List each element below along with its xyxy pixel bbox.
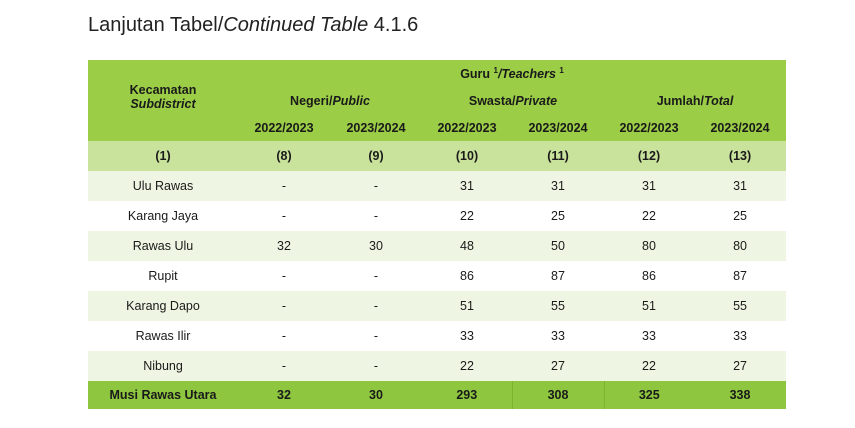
header-kecamatan: [88, 60, 238, 114]
subdistrict-name: Nibung: [88, 351, 238, 381]
table-cell: -: [330, 291, 422, 321]
table-cell: -: [238, 291, 330, 321]
table-cell: 50: [512, 231, 604, 261]
table-cell: 22: [422, 351, 512, 381]
table-row: [88, 171, 786, 201]
table-cell: 33: [694, 321, 786, 351]
table-cell: 33: [422, 321, 512, 351]
table-row: [88, 201, 786, 231]
table-cell: 33: [512, 321, 604, 351]
header-swasta: Swasta/Private: [422, 87, 604, 114]
table-row: [88, 351, 786, 381]
table-cell: -: [238, 201, 330, 231]
guru-sup-1: 1: [493, 65, 498, 75]
table-title: [88, 14, 418, 37]
table-row: [88, 291, 786, 321]
header-blank: [88, 114, 238, 141]
total-row: [88, 381, 786, 409]
table-cell: -: [330, 321, 422, 351]
col-number: (8): [238, 141, 330, 171]
col-number: (11): [512, 141, 604, 171]
table-row: [88, 321, 786, 351]
year-header: 2022/2023: [238, 114, 330, 141]
table-cell: 30: [330, 231, 422, 261]
table-cell: 48: [422, 231, 512, 261]
table-cell: 51: [422, 291, 512, 321]
col-number: (10): [422, 141, 512, 171]
table-cell: 22: [422, 201, 512, 231]
total-cell: 338: [694, 381, 786, 409]
table-cell: -: [330, 351, 422, 381]
table-cell: 27: [694, 351, 786, 381]
table-cell: 86: [604, 261, 694, 291]
table-cell: -: [330, 171, 422, 201]
table-cell: -: [330, 201, 422, 231]
table-row: [88, 261, 786, 291]
table-cell: 87: [694, 261, 786, 291]
table-cell: -: [238, 171, 330, 201]
subdistrict-name: Karang Dapo: [88, 291, 238, 321]
total-cell: 308: [512, 381, 604, 409]
teachers-label: /Teachers: [498, 67, 560, 82]
table-cell: -: [238, 261, 330, 291]
column-number-row: [88, 141, 786, 171]
table-cell: 22: [604, 201, 694, 231]
subdistrict-name: Rawas Ulu: [88, 231, 238, 261]
table-cell: 31: [422, 171, 512, 201]
table-cell: 27: [512, 351, 604, 381]
table-cell: 87: [512, 261, 604, 291]
table-cell: 32: [238, 231, 330, 261]
subdistrict-name: Rupit: [88, 261, 238, 291]
table-cell: 25: [694, 201, 786, 231]
table-cell: -: [330, 261, 422, 291]
subdistrict-name: Karang Jaya: [88, 201, 238, 231]
teachers-table: [88, 60, 786, 409]
header-negeri: Negeri/Public: [238, 87, 422, 114]
year-header: 2023/2024: [512, 114, 604, 141]
subdistrict-name: Ulu Rawas: [88, 171, 238, 201]
year-header: 2023/2024: [694, 114, 786, 141]
table-cell: 86: [422, 261, 512, 291]
table-cell: 33: [604, 321, 694, 351]
table-row: [88, 231, 786, 261]
title-italic: Continued Table: [223, 14, 369, 36]
guru-label: Guru: [460, 67, 494, 82]
header-jumlah: Jumlah/Total: [604, 87, 786, 114]
total-cell: 293: [422, 381, 512, 409]
guru-sup-2: 1: [559, 65, 564, 75]
year-header: 2023/2024: [330, 114, 422, 141]
col-number: (12): [604, 141, 694, 171]
table-cell: 55: [512, 291, 604, 321]
table-cell: 80: [604, 231, 694, 261]
table-cell: 22: [604, 351, 694, 381]
header-guru: [238, 60, 786, 87]
table-cell: 51: [604, 291, 694, 321]
table-cell: 31: [512, 171, 604, 201]
title-prefix: Lanjutan Tabel/: [88, 14, 224, 36]
kecamatan-label: Kecamatan: [129, 83, 197, 97]
table-cell: 80: [694, 231, 786, 261]
table-cell: 31: [694, 171, 786, 201]
year-header: 2022/2023: [422, 114, 512, 141]
subdistrict-name: Rawas Ilir: [88, 321, 238, 351]
table-cell: -: [238, 351, 330, 381]
table-cell: 55: [694, 291, 786, 321]
table-cell: -: [238, 321, 330, 351]
total-cell: 32: [238, 381, 330, 409]
table-cell: 31: [604, 171, 694, 201]
col-number: (9): [330, 141, 422, 171]
total-cell: 325: [604, 381, 694, 409]
col-number: (1): [88, 141, 238, 171]
subdistrict-label: Subdistrict: [130, 97, 196, 111]
total-cell: 30: [330, 381, 422, 409]
total-label: Musi Rawas Utara: [88, 381, 238, 409]
table-cell: 25: [512, 201, 604, 231]
title-number: 4.1.6: [368, 14, 419, 36]
year-header: 2022/2023: [604, 114, 694, 141]
col-number: (13): [694, 141, 786, 171]
